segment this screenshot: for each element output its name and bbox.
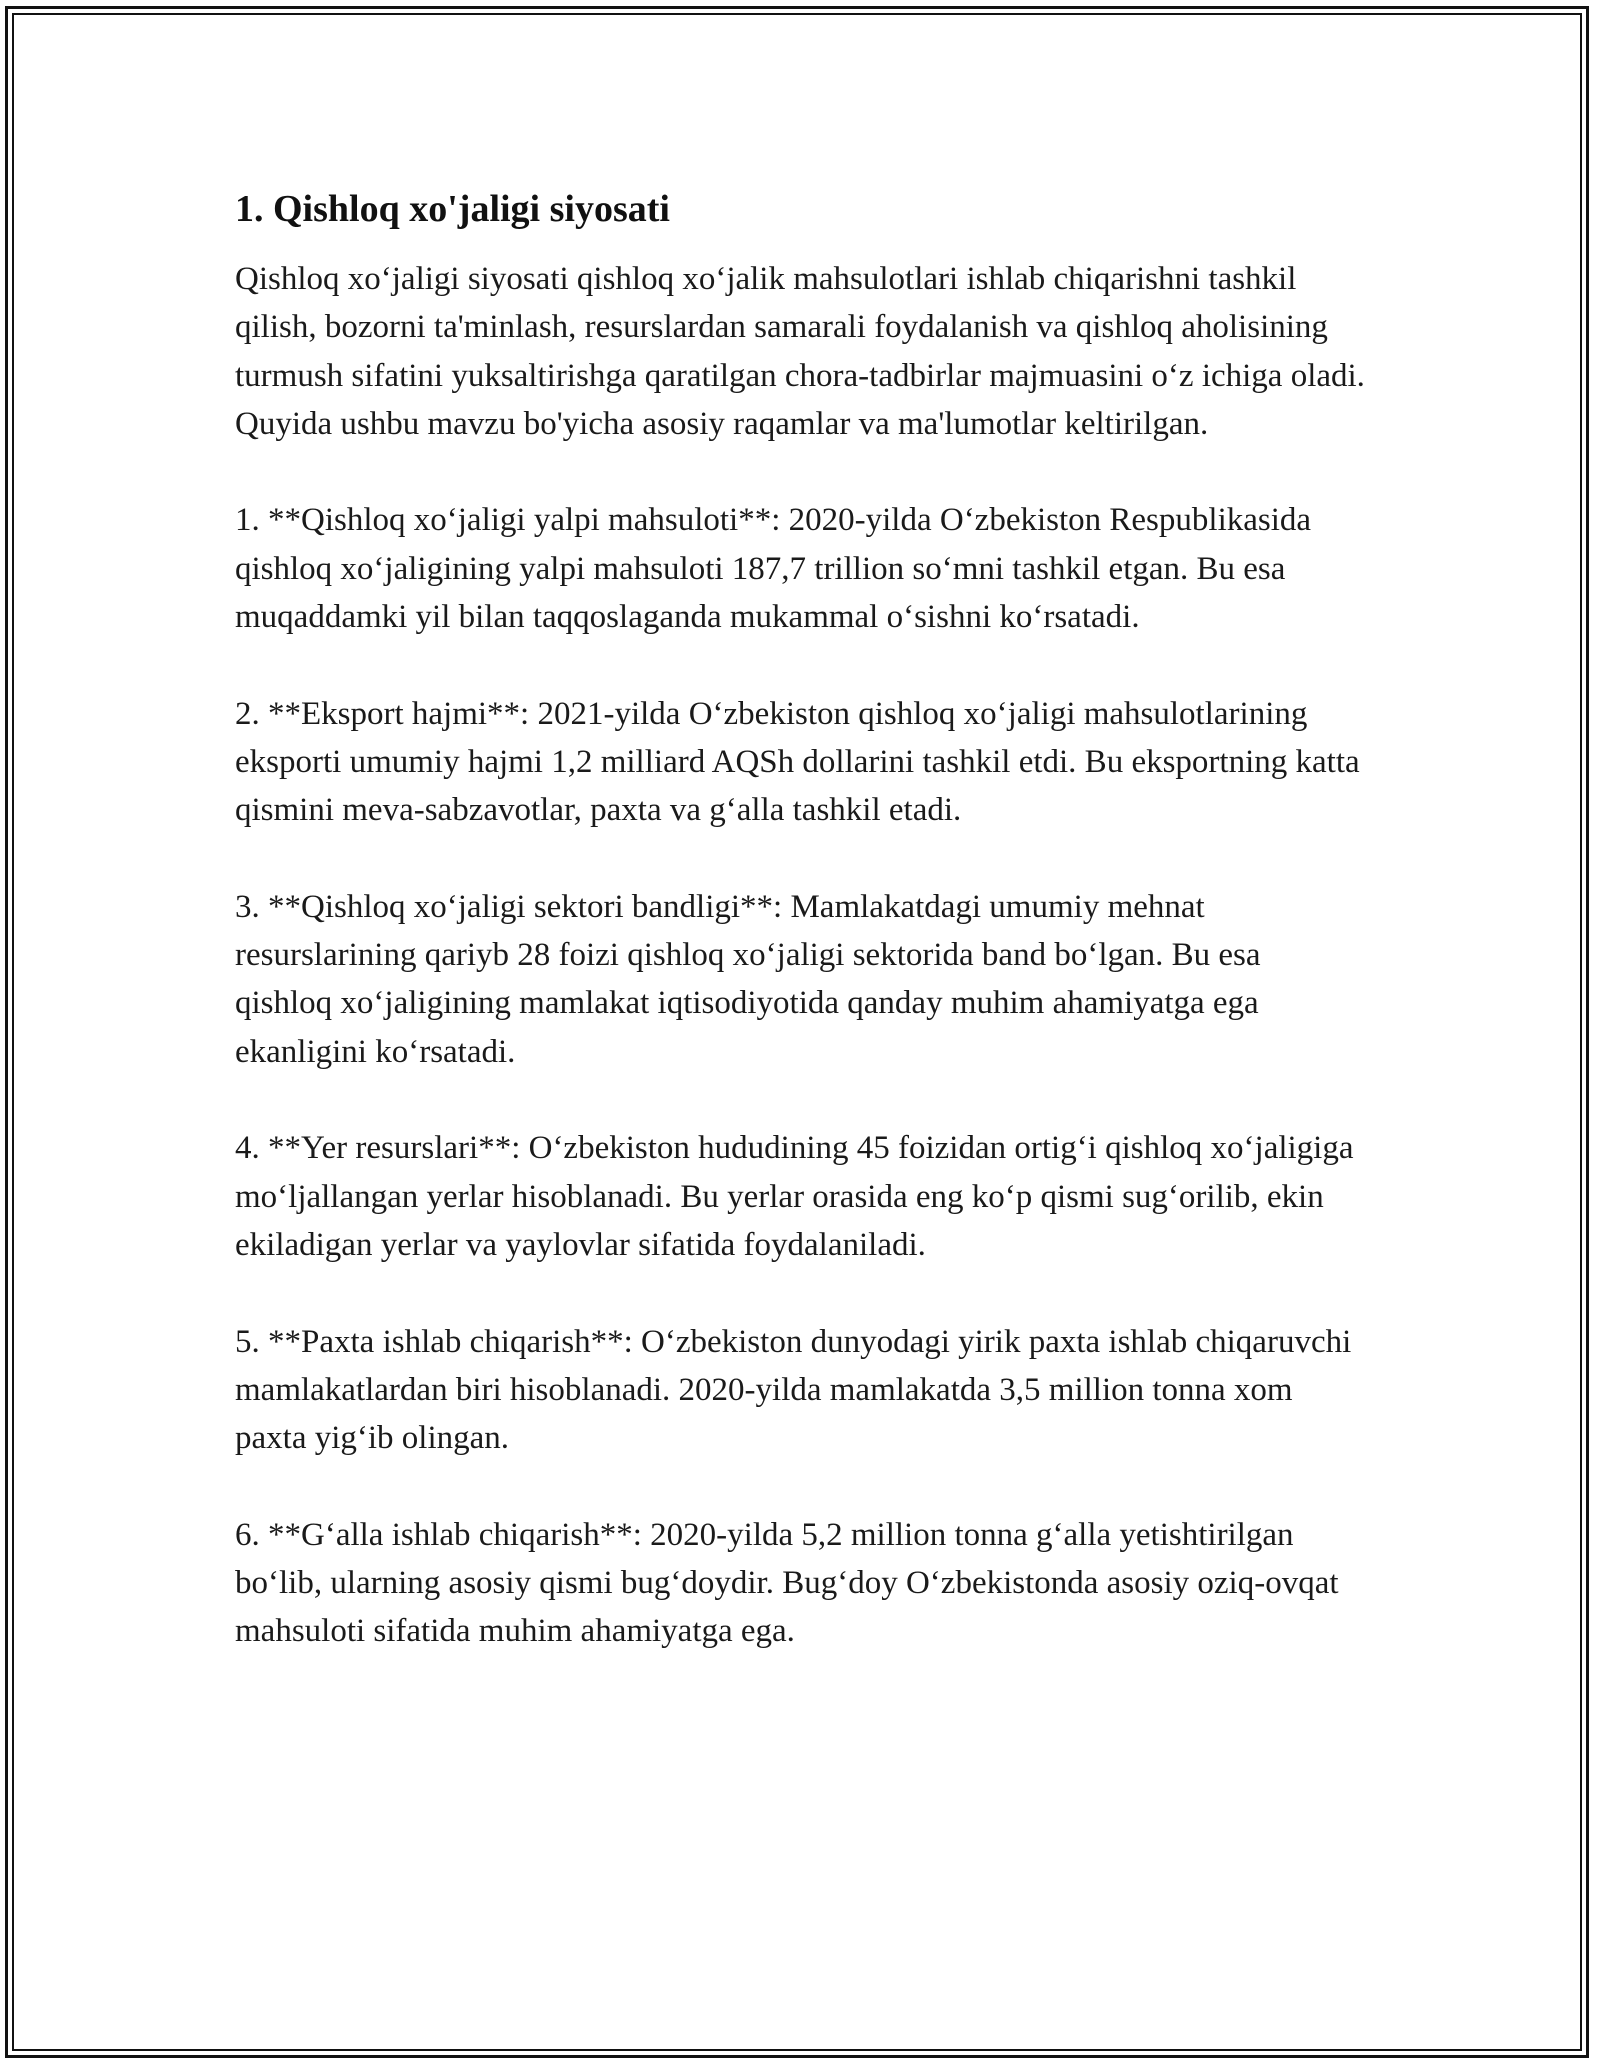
paragraph-cotton-production: 5. **Paxta ishlab chiqarish**: Oʻzbekiston dunyodagi yirik paxta ishlab chiqaruvchi mamlakatlardan biri hisoblanadi. 2020-yilda mamlakatda 3,5 million tonna xom paxta yigʻib olingan. xyxy=(235,1323,1352,1457)
paragraph-sector-employment: 3. **Qishloq xoʻjaligi sektori bandligi**: Mamlakatdagi umumiy mehnat resurslarining qariyb 28 foizi qishloq xoʻjaligi sektorida band boʻlgan. Bu esa qishloq xoʻjaligining mamlakat iqtisodiyotida qanday muhim ahamiyatga ega ekanligini koʻrsatadi. xyxy=(235,888,1261,1070)
intro-paragraph: Qishloq xoʻjaligi siyosati qishloq xoʻjalik mahsulotlari ishlab chiqarishni tashkil qilish, bozorni ta'minlash, resurslardan samarali foydalanish va qishloq aholisining turmush sifatini yuksaltirishga qaratilgan chora-tadbirlar majmuasini oʻz ichiga oladi. Quyida ushbu mavzu bo'yicha asosiy raqamlar va ma'lumotlar keltirilgan. xyxy=(235,261,1365,442)
paragraph-land-resources: 4. **Yer resurslari**: Oʻzbekiston hududining 45 foizidan ortigʻi qishloq xoʻjaligiga moʻljallangan yerlar hisoblanadi. Bu yerlar orasida eng koʻp qismi sugʻorilib, ekin ekiladigan yerlar va yaylovlar sifatida foydalaniladi. xyxy=(235,1130,1354,1263)
paragraph-gross-product: 1. **Qishloq xoʻjaligi yalpi mahsuloti**: 2020-yilda Oʻzbekiston Respublikasida qishloq xoʻjaligining yalpi mahsuloti 187,7 trillion soʻmni tashkil etgan. Bu esa muqaddamki yil bilan taqqoslaganda mukammal oʻsishni koʻrsatadi. xyxy=(235,502,1312,636)
document-body xyxy=(235,185,1365,1656)
paragraph-export-volume: 2. **Eksport hajmi**: 2021-yilda Oʻzbekiston qishloq xoʻjaligi mahsulotlarining eksporti umumiy hajmi 1,2 milliard AQSh dollarini tashkil etdi. Bu eksportning katta qismini meva-sabzavotlar, paxta va gʻalla tashkil etadi. xyxy=(235,695,1360,829)
document-title: 1. Qishloq xo'jaligi siyosati xyxy=(235,188,670,230)
paragraph-grain-production: 6. **Gʻalla ishlab chiqarish**: 2020-yilda 5,2 million tonna gʻalla yetishtirilgan boʻlib, ularning asosiy qismi bugʻdoydir. Bugʻdoy Oʻzbekistonda asosiy oziq-ovqat mahsuloti sifatida muhim ahamiyatga ega. xyxy=(235,1516,1339,1650)
